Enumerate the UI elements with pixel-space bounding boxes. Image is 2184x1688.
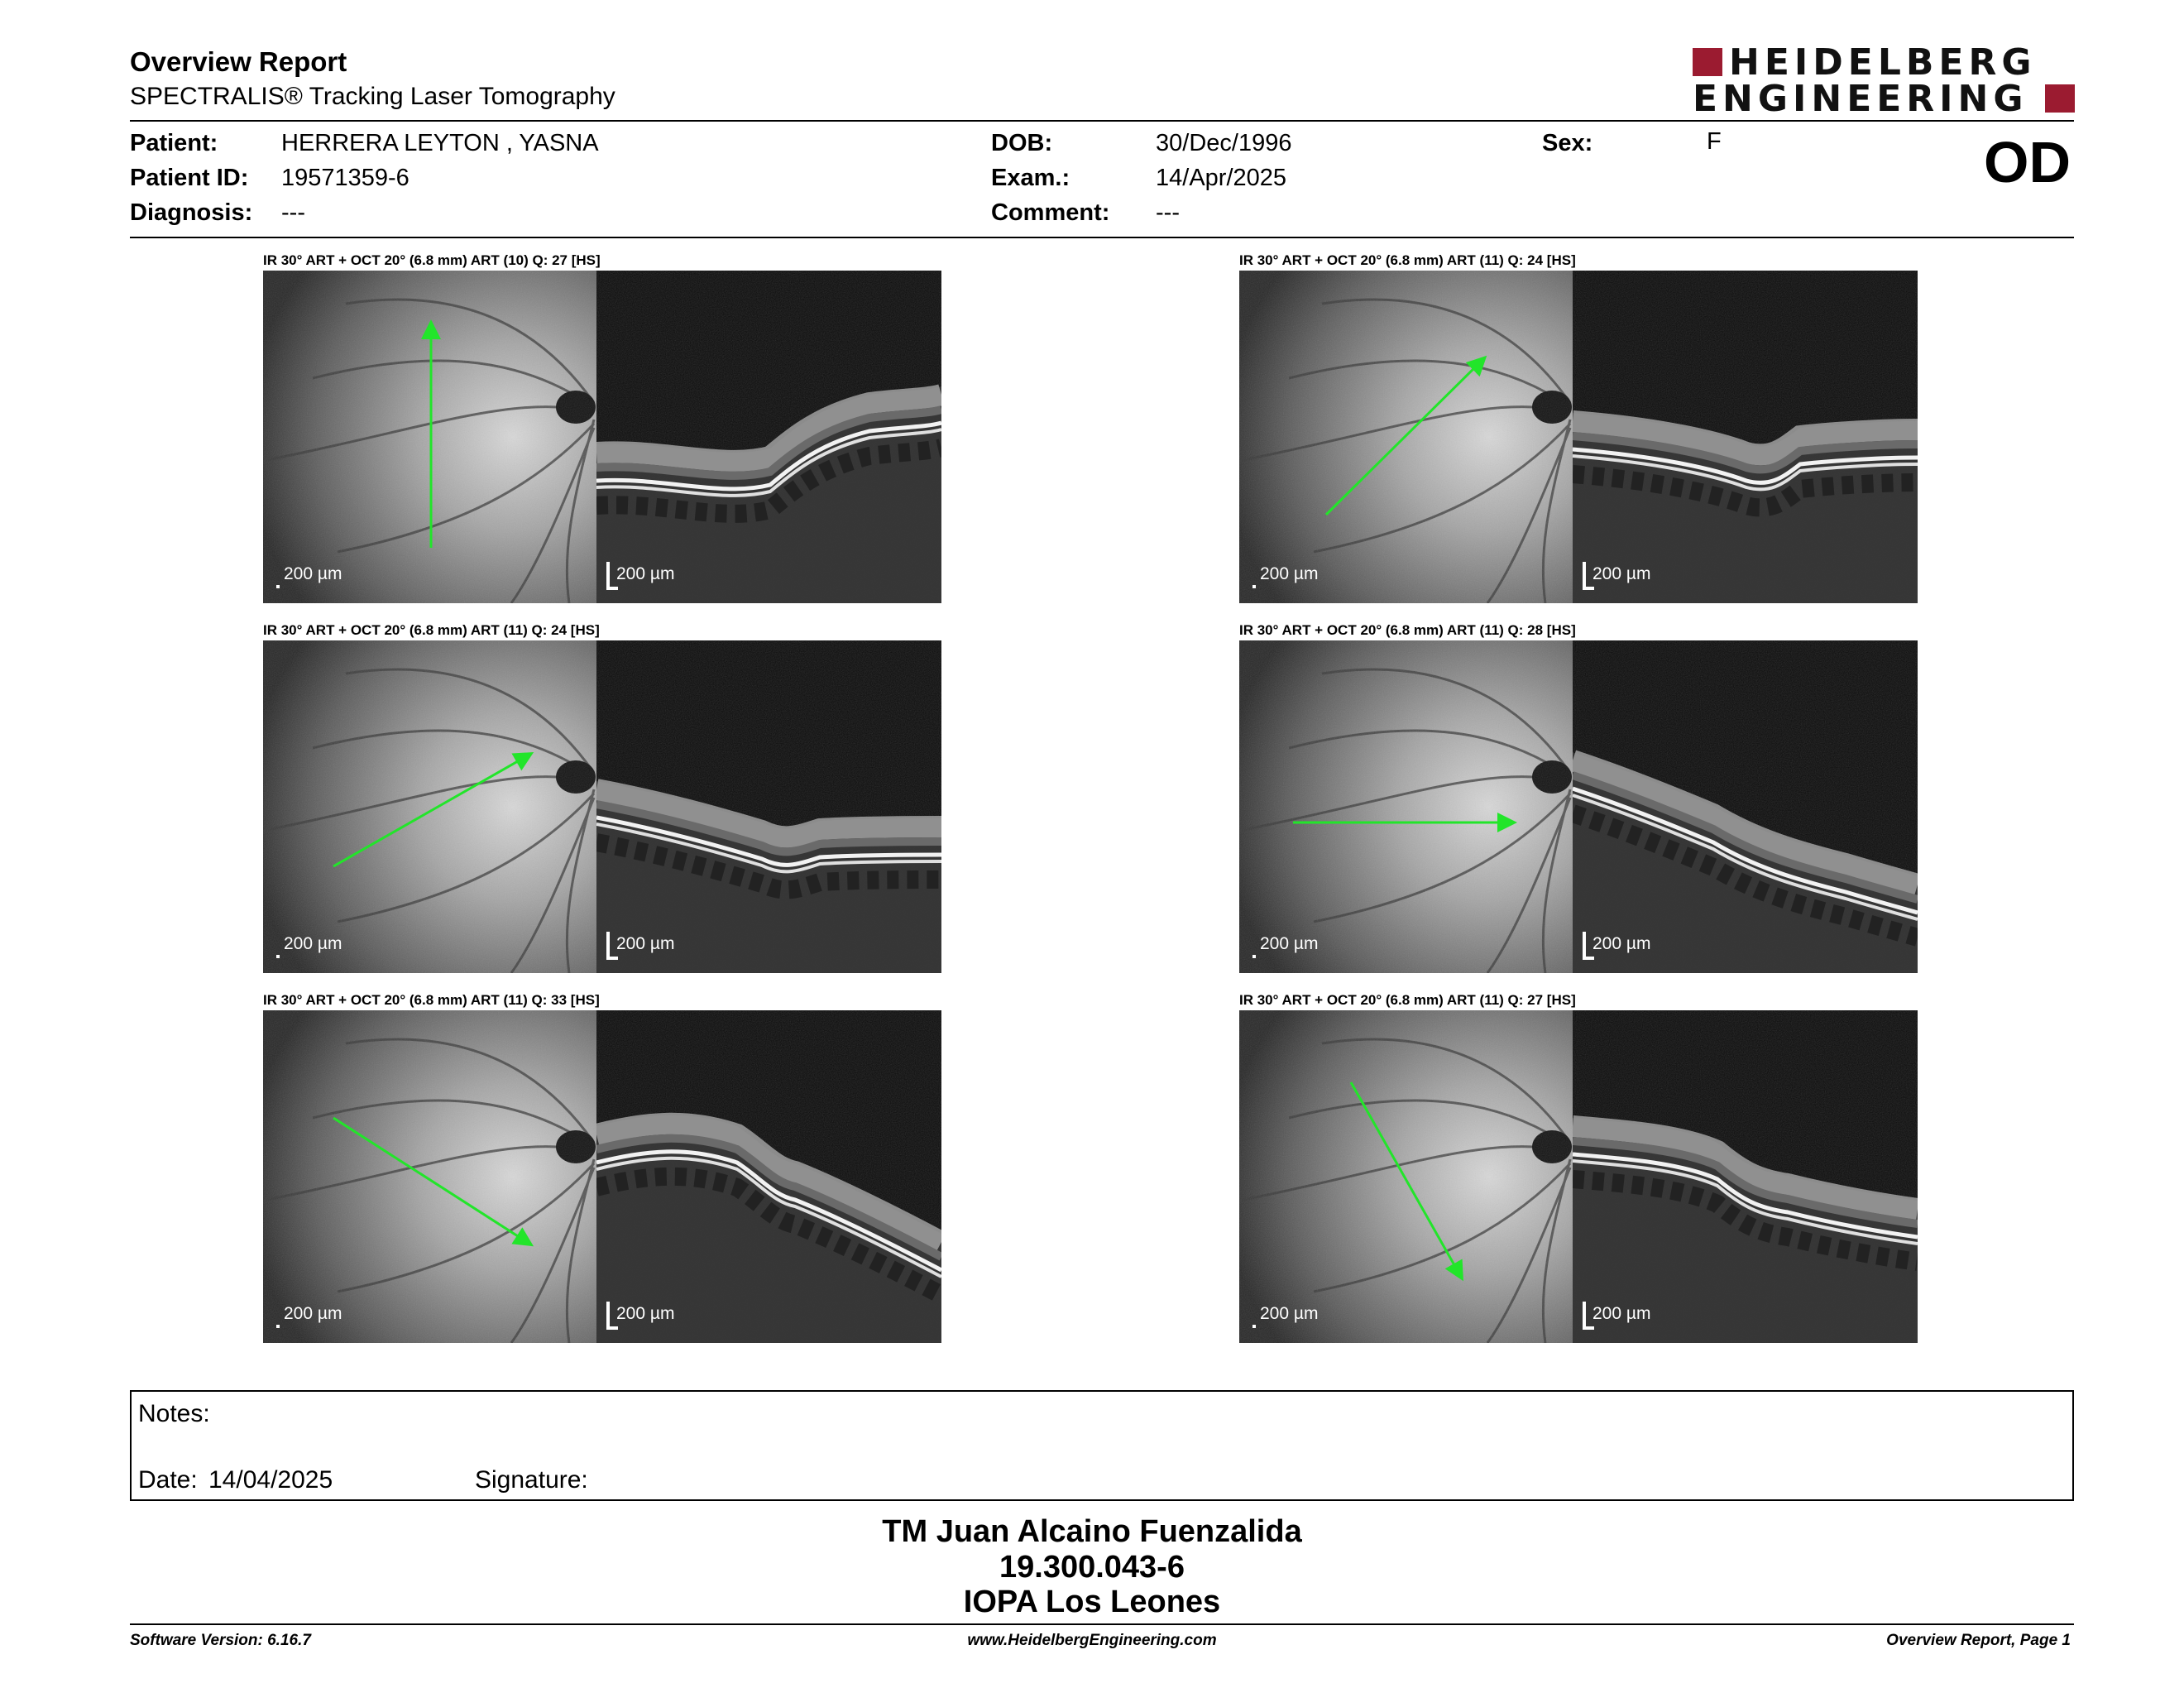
diagnosis-value: --- bbox=[281, 199, 305, 226]
website-link[interactable]: www.HeidelbergEngineering.com bbox=[967, 1632, 1217, 1649]
date-value: 14/04/2025 bbox=[208, 1466, 333, 1494]
scan-caption: IR 30° ART + OCT 20° (6.8 mm) ART (10) Q: 27 [HS] bbox=[263, 252, 601, 268]
patient-divider bbox=[130, 237, 2074, 238]
scale-bar-marker bbox=[1252, 955, 1256, 958]
fundus-scale-label: 200 µm bbox=[1260, 1304, 1319, 1323]
patient-label: Patient: bbox=[130, 130, 218, 156]
report-title: Overview Report bbox=[130, 46, 347, 77]
oct-scale-label: 200 µm bbox=[616, 1304, 675, 1323]
fundus-image[interactable] bbox=[263, 271, 596, 603]
patient-id: 19571359-6 bbox=[281, 165, 410, 191]
comment-value: --- bbox=[1156, 199, 1180, 226]
fundus-scale-label: 200 µm bbox=[284, 934, 342, 953]
oct-scale-bar bbox=[1583, 932, 1586, 960]
eye-indicator: OD bbox=[1984, 130, 2071, 194]
exam-value: 14/Apr/2025 bbox=[1156, 165, 1287, 191]
scan-image-pair[interactable] bbox=[1239, 1010, 1918, 1343]
signature-label: Signature: bbox=[475, 1466, 588, 1494]
notes-label: Notes: bbox=[138, 1400, 210, 1427]
fundus-scale-label: 200 µm bbox=[1260, 564, 1319, 583]
oct-bscan-image[interactable] bbox=[596, 271, 941, 603]
dob-label: DOB: bbox=[991, 130, 1053, 156]
patient-id-label: Patient ID: bbox=[130, 165, 249, 191]
oct-bscan-image[interactable] bbox=[1573, 640, 1918, 973]
scan-image-pair[interactable] bbox=[263, 640, 941, 973]
oct-scale-label: 200 µm bbox=[1592, 1304, 1651, 1323]
oct-bscan-image[interactable] bbox=[596, 1010, 941, 1343]
fundus-image[interactable] bbox=[263, 1010, 596, 1343]
logo-line-1: HEIDELBERG bbox=[1729, 41, 2037, 84]
sex-value: F bbox=[1707, 128, 1722, 155]
fundus-image[interactable] bbox=[1239, 640, 1573, 973]
scan-caption: IR 30° ART + OCT 20° (6.8 mm) ART (11) Q: 24 [HS] bbox=[1239, 252, 1576, 268]
heidelberg-logo bbox=[1693, 41, 2075, 120]
oct-scale-bar bbox=[606, 932, 610, 960]
oct-scale-label: 200 µm bbox=[616, 934, 675, 953]
footer-divider bbox=[130, 1623, 2074, 1625]
oct-scale-bar bbox=[1583, 1302, 1586, 1330]
diagnosis-label: Diagnosis: bbox=[130, 199, 253, 226]
dob-value: 30/Dec/1996 bbox=[1156, 130, 1292, 156]
scale-bar-marker bbox=[276, 1325, 280, 1328]
scale-bar-marker bbox=[1252, 1325, 1256, 1328]
oct-scale-bar bbox=[606, 1302, 610, 1330]
fundus-image[interactable] bbox=[1239, 1010, 1573, 1343]
scan-caption: IR 30° ART + OCT 20° (6.8 mm) ART (11) Q: 27 [HS] bbox=[1239, 992, 1576, 1008]
scan-caption: IR 30° ART + OCT 20° (6.8 mm) ART (11) Q: 28 [HS] bbox=[1239, 622, 1576, 638]
logo-line-2: ENGINEERING bbox=[1693, 78, 2028, 120]
scan-image-pair[interactable] bbox=[1239, 640, 1918, 973]
comment-label: Comment: bbox=[991, 199, 1110, 226]
oct-bscan-image[interactable] bbox=[1573, 271, 1918, 603]
oct-scale-bar bbox=[606, 562, 610, 590]
scan-image-pair[interactable] bbox=[263, 1010, 941, 1343]
fundus-image[interactable] bbox=[1239, 271, 1573, 603]
scan-caption: IR 30° ART + OCT 20° (6.8 mm) ART (11) Q: 33 [HS] bbox=[263, 992, 600, 1008]
signer-institution: IOPA Los Leones bbox=[963, 1585, 1221, 1619]
header-divider bbox=[130, 120, 2074, 122]
scan-image-pair[interactable] bbox=[1239, 271, 1918, 603]
oct-scale-label: 200 µm bbox=[1592, 564, 1651, 583]
oct-bscan-image[interactable] bbox=[596, 640, 941, 973]
scale-bar-marker bbox=[1252, 585, 1256, 588]
report-subtitle: SPECTRALIS® Tracking Laser Tomography bbox=[130, 83, 615, 110]
scale-bar-marker bbox=[276, 955, 280, 958]
date-label: Date: bbox=[138, 1466, 198, 1494]
signer-name: TM Juan Alcaino Fuenzalida bbox=[882, 1514, 1302, 1549]
oct-scale-label: 200 µm bbox=[1592, 934, 1651, 953]
scale-bar-marker bbox=[276, 585, 280, 588]
logo-square-bottom bbox=[2045, 84, 2075, 113]
patient-name: HERRERA LEYTON , YASNA bbox=[281, 130, 599, 156]
oct-bscan-image[interactable] bbox=[1573, 1010, 1918, 1343]
fundus-image[interactable] bbox=[263, 640, 596, 973]
fundus-scale-label: 200 µm bbox=[284, 564, 342, 583]
exam-label: Exam.: bbox=[991, 165, 1070, 191]
notes-box bbox=[130, 1390, 2074, 1501]
page-indicator: Overview Report, Page 1 bbox=[1886, 1632, 2071, 1649]
scan-caption: IR 30° ART + OCT 20° (6.8 mm) ART (11) Q: 24 [HS] bbox=[263, 622, 600, 638]
signer-id: 19.300.043-6 bbox=[999, 1550, 1185, 1585]
sex-label: Sex: bbox=[1542, 130, 1593, 156]
software-version: Software Version: 6.16.7 bbox=[130, 1632, 311, 1649]
fundus-scale-label: 200 µm bbox=[284, 1304, 342, 1323]
logo-square-top bbox=[1693, 48, 1722, 76]
oct-scale-bar bbox=[1583, 562, 1586, 590]
scan-image-pair[interactable] bbox=[263, 271, 941, 603]
fundus-scale-label: 200 µm bbox=[1260, 934, 1319, 953]
oct-scale-label: 200 µm bbox=[616, 564, 675, 583]
